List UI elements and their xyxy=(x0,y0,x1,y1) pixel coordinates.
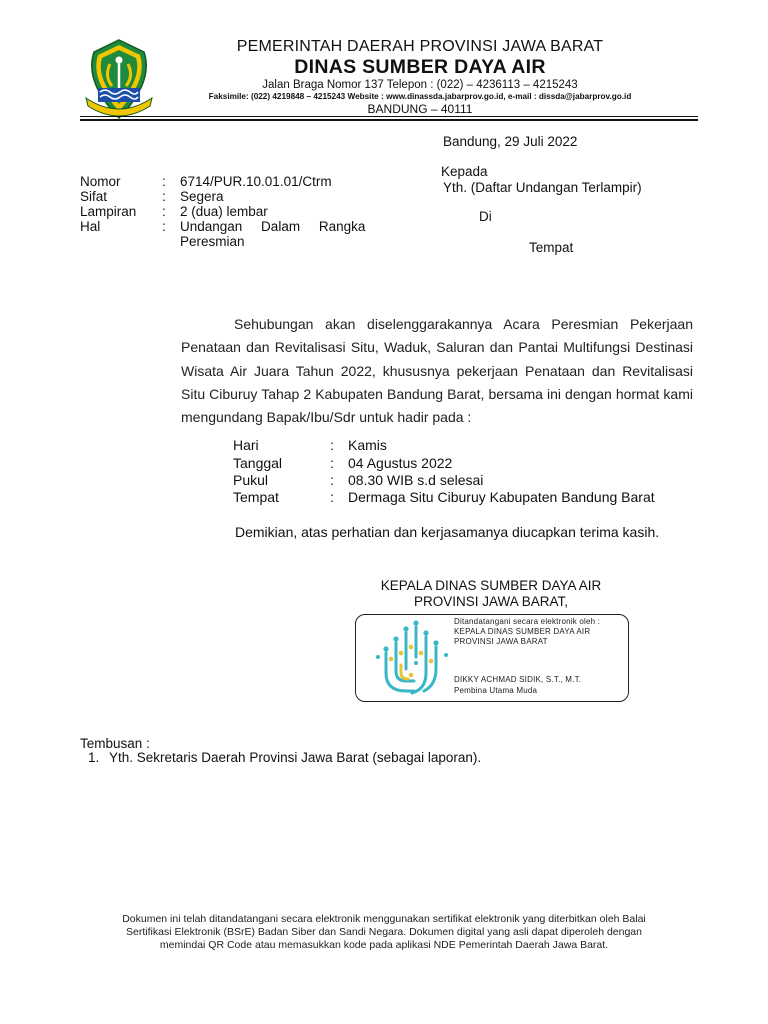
letter-date: Bandung, 29 Juli 2022 xyxy=(443,134,578,149)
meta-value-nature: Segera xyxy=(180,189,224,204)
closing-sentence: Demikian, atas perhatian dan kerjasamanya diucapkan terima kasih. xyxy=(235,524,660,540)
meta-value-subject-cont: Peresmian xyxy=(180,234,245,249)
event-label: Hari xyxy=(233,437,259,453)
meta-separator: : xyxy=(162,189,166,204)
meta-value-subject: Undangan Dalam Rangka xyxy=(180,219,366,234)
event-label: Tempat xyxy=(233,489,279,505)
meta-value-attachment: 2 (dua) lembar xyxy=(180,204,268,219)
header-address: Jalan Braga Nomor 137 Telepon : (022) – 4236113 – 4215243 xyxy=(262,79,578,91)
event-separator: : xyxy=(330,489,334,505)
signature-title: KEPALA DINAS SUMBER DAYA AIR xyxy=(380,578,602,593)
event-separator: : xyxy=(330,472,334,488)
electronic-signature-box xyxy=(355,614,629,702)
disclaimer-line: Sertifikasi Elektronik (BSrE) Badan Siber dan Sandi Negara. Dokumen digital yang asli dapat diperoleh dengan xyxy=(126,926,642,938)
meta-separator: : xyxy=(162,219,166,234)
meta-value-number: 6714/PUR.10.01.01/Ctrm xyxy=(180,174,332,189)
cc-label: Tembusan : xyxy=(80,736,150,751)
esign-caption: Ditandatangani secara elektronik oleh : xyxy=(454,617,601,626)
event-label: Pukul xyxy=(233,472,269,488)
body-paragraph: Sehubungan akan diselenggarakannya Acara Peresmian Pekerjaan Penataan dan Revitalisasi Situ, Waduk, Saluran dan Pantai Multifungsi Destinasi Wisata Air Juara Tahun 2022, khususnya pekerjaan Penataan dan Revitalisasi Situ Ciburuy Tahap 2 Kabupaten Bandung Barat, bersama ini dengan hormat kami mengundang Bapak/Ibu/Sdr untuk hadir pada : xyxy=(181,316,693,426)
esign-province: PROVINSI JAWA BARAT xyxy=(454,637,548,646)
event-value-time: 08.30 WIB s.d selesai xyxy=(348,472,484,488)
disclaimer-line: memindai QR Code atau memasukkan kode pada aplikasi NDE Pemerintah Daerah Jawa Barat. xyxy=(159,939,609,951)
event-label: Tanggal xyxy=(233,455,283,471)
e-signature-disclaimer xyxy=(100,913,668,952)
addressee-at-label: Di xyxy=(479,209,492,224)
cc-item-number: 1. xyxy=(88,750,100,765)
addressee-label: Kepada xyxy=(441,164,488,179)
meta-label: Sifat xyxy=(80,189,108,204)
header-rule xyxy=(80,116,698,117)
event-value-date: 04 Agustus 2022 xyxy=(348,455,453,471)
cc-item-text: Yth. Sekretaris Daerah Provinsi Jawa Barat (sebagai laporan). xyxy=(109,750,482,765)
header-government: PEMERINTAH DAERAH PROVINSI JAWA BARAT xyxy=(236,38,604,55)
header-rule-thick xyxy=(80,119,698,121)
esign-position: KEPALA DINAS SUMBER DAYA AIR xyxy=(454,627,591,636)
event-value-venue: Dermaga Situ Ciburuy Kabupaten Bandung Barat xyxy=(348,489,655,505)
nde-esign-logo-icon xyxy=(372,617,454,699)
meta-label: Lampiran xyxy=(80,204,137,219)
meta-label: Hal xyxy=(80,219,101,234)
event-separator: : xyxy=(330,437,334,453)
jawa-barat-emblem-icon xyxy=(80,38,158,120)
meta-separator: : xyxy=(162,174,166,189)
event-value-day: Kamis xyxy=(348,437,387,453)
signature-title-province: PROVINSI JAWA BARAT, xyxy=(413,594,569,609)
addressee-place: Tempat xyxy=(529,240,574,255)
meta-label: Nomor xyxy=(80,174,121,189)
header-contact: Faksimile: (022) 4219848 – 4215243 Website : www.dinassda.jabarprov.go.id, e-mail : dissda@jabarprov.go.id xyxy=(208,92,632,101)
header-agency: DINAS SUMBER DAYA AIR xyxy=(294,56,546,78)
disclaimer-line: Dokumen ini telah ditandatangani secara elektronik menggunakan sertifikat elektronik yang diterbitkan oleh Balai xyxy=(122,913,646,925)
header-city: BANDUNG – 40111 xyxy=(367,102,473,116)
event-separator: : xyxy=(330,455,334,471)
meta-separator: : xyxy=(162,204,166,219)
addressee-recipient: Yth. (Daftar Undangan Terlampir) xyxy=(443,180,642,195)
signer-name: DIKKY ACHMAD SIDIK, S.T., M.T. xyxy=(454,675,582,684)
signer-rank: Pembina Utama Muda xyxy=(454,686,538,695)
